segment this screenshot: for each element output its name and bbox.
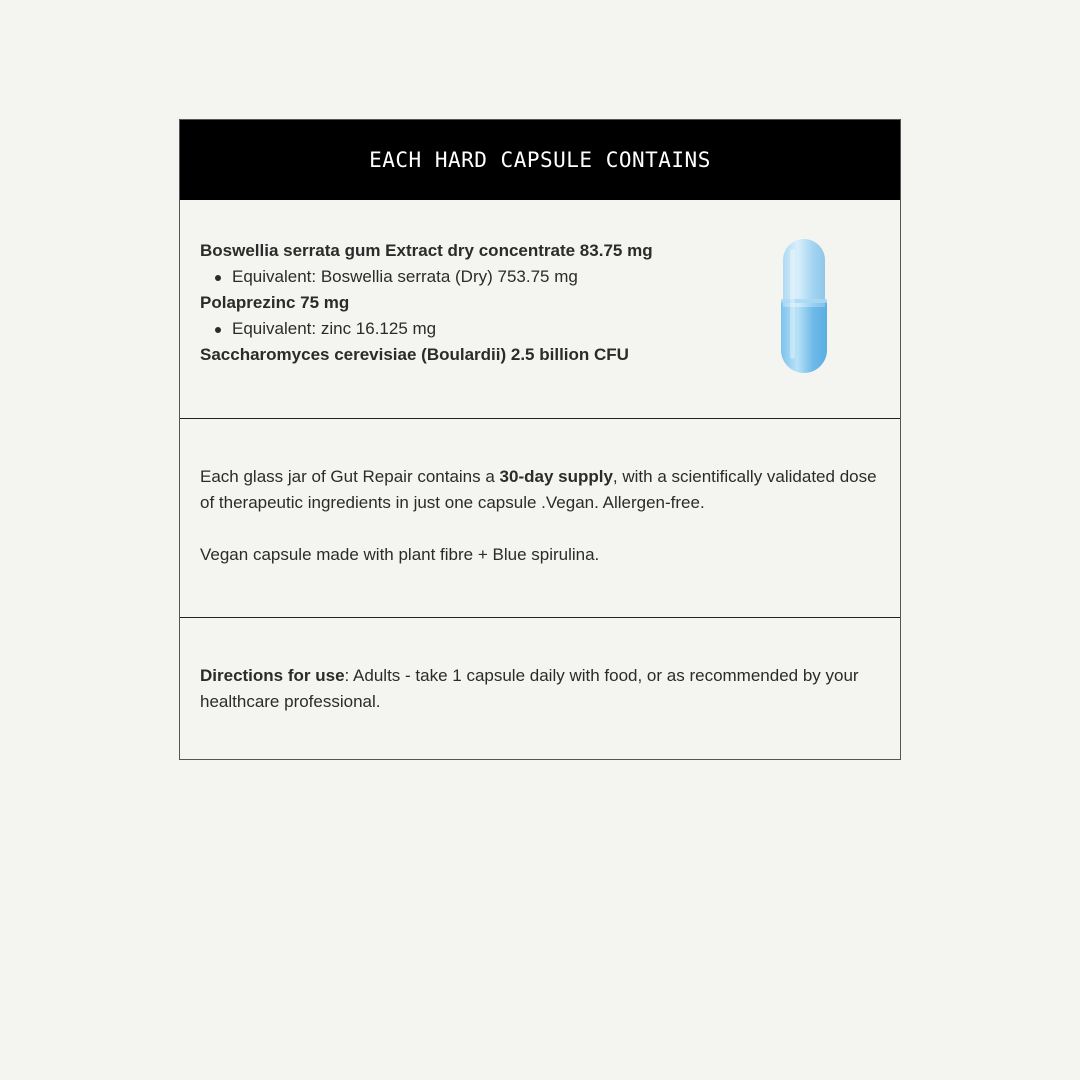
supply-highlight: 30-day supply bbox=[499, 467, 613, 486]
supply-text-end: , with a scientifically validated dose of therapeutic ingredients in just one capsule .Vegan. Allergen-free. bbox=[200, 467, 877, 512]
ingredient-name: Boswellia serrata gum Extract dry concentrate 83.75 mg bbox=[200, 241, 653, 260]
supply-text-start: Each glass jar of Gut Repair contains a bbox=[200, 467, 500, 486]
supply-paragraph bbox=[200, 464, 880, 516]
directions-text: : Adults - take 1 capsule daily with food, or as recommended by your healthcare professional. bbox=[200, 666, 859, 711]
card-title: EACH HARD CAPSULE CONTAINS bbox=[369, 148, 711, 172]
card-header bbox=[180, 120, 900, 200]
ingredient-equivalent: Equivalent: Boswellia serrata (Dry) 753.75 mg bbox=[232, 264, 880, 290]
ingredient-name: Saccharomyces cerevisiae (Boulardii) 2.5 billion CFU bbox=[200, 345, 629, 364]
ingredient-equivalent: Equivalent: zinc 16.125 mg bbox=[232, 316, 880, 342]
directions-section bbox=[180, 617, 900, 759]
capsule-material-paragraph: Vegan capsule made with plant fibre + Blue spirulina. bbox=[200, 545, 600, 564]
supplement-facts-card bbox=[179, 119, 901, 760]
directions-label: Directions for use bbox=[200, 666, 345, 685]
directions-paragraph bbox=[200, 663, 880, 715]
ingredients-section bbox=[180, 200, 900, 418]
ingredient-name: Polaprezinc 75 mg bbox=[200, 293, 350, 312]
description-section bbox=[180, 418, 900, 617]
capsule-icon bbox=[778, 235, 830, 375]
